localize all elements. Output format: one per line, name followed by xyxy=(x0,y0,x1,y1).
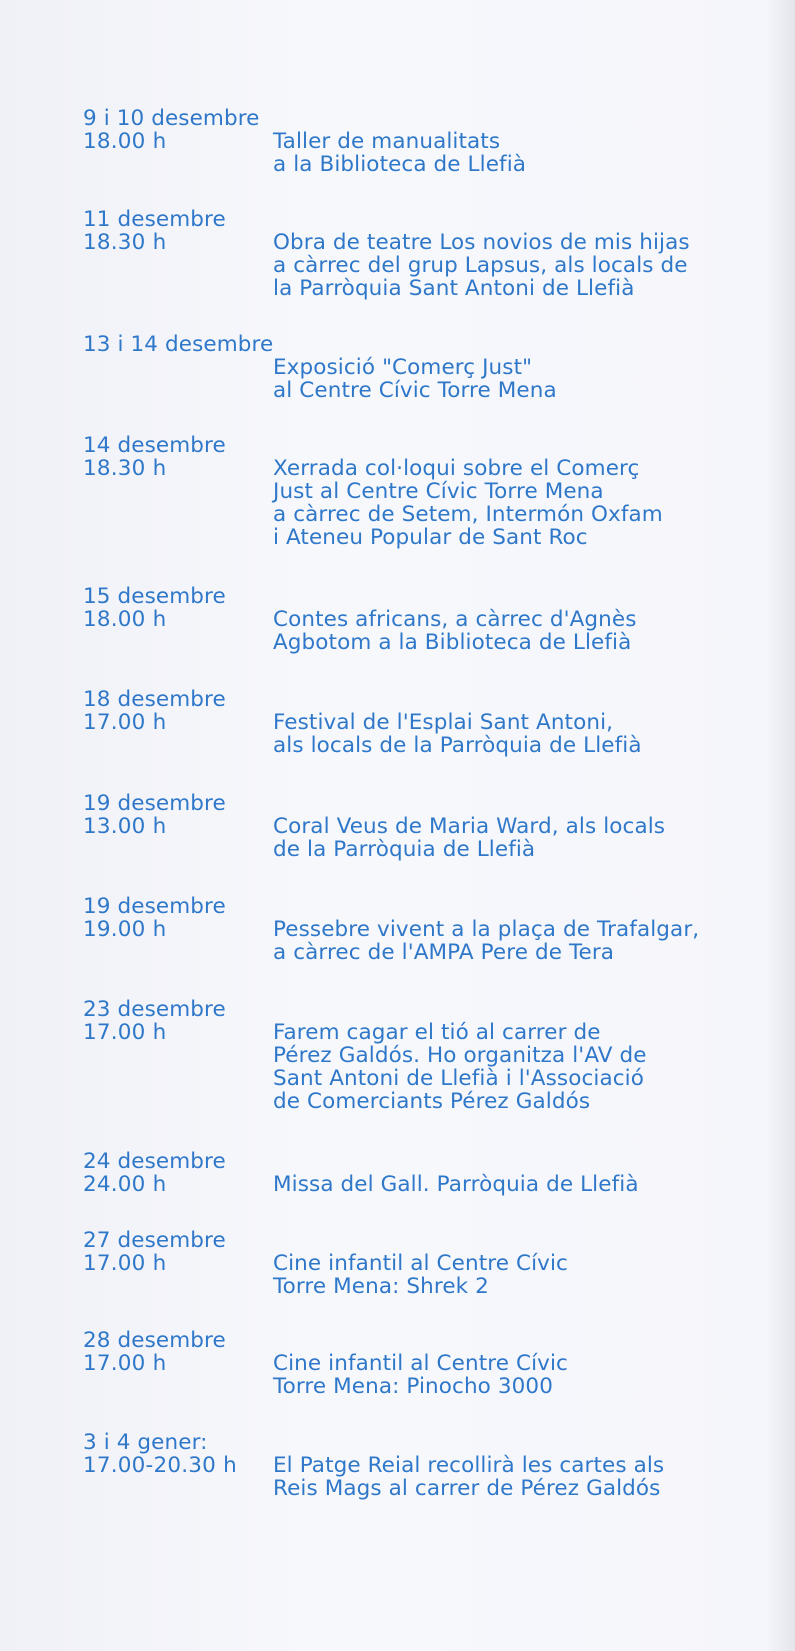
event-description-line: Cine infantil al Centre Cívic xyxy=(273,1251,568,1276)
event-date: 23 desembre xyxy=(83,997,226,1022)
event-description-line: Exposició "Comerç Just" xyxy=(273,355,533,380)
event-time: 24.00 h xyxy=(83,1172,167,1197)
event-time: 17.00 h xyxy=(83,710,167,735)
event-description xyxy=(273,457,743,549)
event-description-line: Pérez Galdós. Ho organitza l'AV de xyxy=(273,1043,647,1068)
event-description xyxy=(273,918,743,964)
event-description xyxy=(273,711,743,757)
event-description xyxy=(273,1021,743,1113)
event-description xyxy=(273,1352,743,1398)
event-description-line: a càrrec del grup Lapsus, als locals de xyxy=(273,253,688,278)
event-description-line: i Ateneu Popular de Sant Roc xyxy=(273,525,588,550)
event-description-line: a la Biblioteca de Llefià xyxy=(273,152,527,177)
event-description-line: El Patge Reial recollirà les cartes als xyxy=(273,1453,665,1478)
event-description-line: Reis Mags al carrer de Pérez Galdós xyxy=(273,1476,661,1501)
event-description-line: Missa del Gall. Parròquia de Llefià xyxy=(273,1172,639,1197)
event-description xyxy=(273,1173,743,1196)
event-date: 27 desembre xyxy=(83,1228,226,1253)
event-date: 19 desembre xyxy=(83,791,226,816)
event-description-line: Agbotom a la Biblioteca de Llefià xyxy=(273,630,632,655)
event-description-line: als locals de la Parròquia de Llefià xyxy=(273,733,642,758)
event-date: 9 i 10 desembre xyxy=(83,106,260,131)
event-time: 19.00 h xyxy=(83,917,167,942)
event-time: 17.00 h xyxy=(83,1020,167,1045)
event-date: 3 i 4 gener: xyxy=(83,1430,208,1455)
event-description-line: Contes africans, a càrrec d'Agnès xyxy=(273,607,637,632)
event-time: 17.00-20.30 h xyxy=(83,1453,237,1478)
event-description-line: Cine infantil al Centre Cívic xyxy=(273,1351,568,1376)
event-time: 18.00 h xyxy=(83,607,167,632)
page-edge-shadow xyxy=(765,0,795,1651)
event-date: 28 desembre xyxy=(83,1328,226,1353)
event-description-line: Sant Antoni de Llefià i l'Associació xyxy=(273,1066,644,1091)
event-description-line: a càrrec de l'AMPA Pere de Tera xyxy=(273,940,615,965)
event-description-line: Pessebre vivent a la plaça de Trafalgar, xyxy=(273,917,700,942)
event-description-line: Xerrada col·loqui sobre el Comerç xyxy=(273,456,640,481)
event-description xyxy=(273,1454,743,1500)
event-description xyxy=(273,1252,743,1298)
event-description-line: Coral Veus de Maria Ward, als locals xyxy=(273,814,666,839)
event-time: 17.00 h xyxy=(83,1351,167,1376)
event-date: 13 i 14 desembre xyxy=(83,332,274,357)
event-description-line: Torre Mena: Pinocho 3000 xyxy=(273,1374,553,1399)
event-description xyxy=(273,231,743,300)
event-time: 13.00 h xyxy=(83,814,167,839)
event-description xyxy=(273,356,743,402)
event-description-line: al Centre Cívic Torre Mena xyxy=(273,378,557,403)
event-date: 14 desembre xyxy=(83,433,226,458)
event-description xyxy=(273,130,743,176)
event-description-line: Obra de teatre Los novios de mis hijas xyxy=(273,230,690,255)
event-description-line: a càrrec de Setem, Intermón Oxfam xyxy=(273,502,663,527)
event-description-line: Farem cagar el tió al carrer de xyxy=(273,1020,601,1045)
event-description-line: de Comerciants Pérez Galdós xyxy=(273,1089,591,1114)
event-date: 11 desembre xyxy=(83,207,226,232)
event-date: 24 desembre xyxy=(83,1149,226,1174)
event-time: 18.30 h xyxy=(83,456,167,481)
event-time: 18.30 h xyxy=(83,230,167,255)
event-description xyxy=(273,608,743,654)
event-date: 18 desembre xyxy=(83,687,226,712)
event-description xyxy=(273,815,743,861)
event-date: 15 desembre xyxy=(83,584,226,609)
event-time: 17.00 h xyxy=(83,1251,167,1276)
event-date: 19 desembre xyxy=(83,894,226,919)
event-description-line: Festival de l'Esplai Sant Antoni, xyxy=(273,710,614,735)
event-description-line: la Parròquia Sant Antoni de Llefià xyxy=(273,276,635,301)
event-time: 18.00 h xyxy=(83,129,167,154)
event-description-line: Torre Mena: Shrek 2 xyxy=(273,1274,489,1299)
event-description-line: de la Parròquia de Llefià xyxy=(273,837,536,862)
event-description-line: Taller de manualitats xyxy=(273,129,501,154)
event-description-line: Just al Centre Cívic Torre Mena xyxy=(273,479,604,504)
